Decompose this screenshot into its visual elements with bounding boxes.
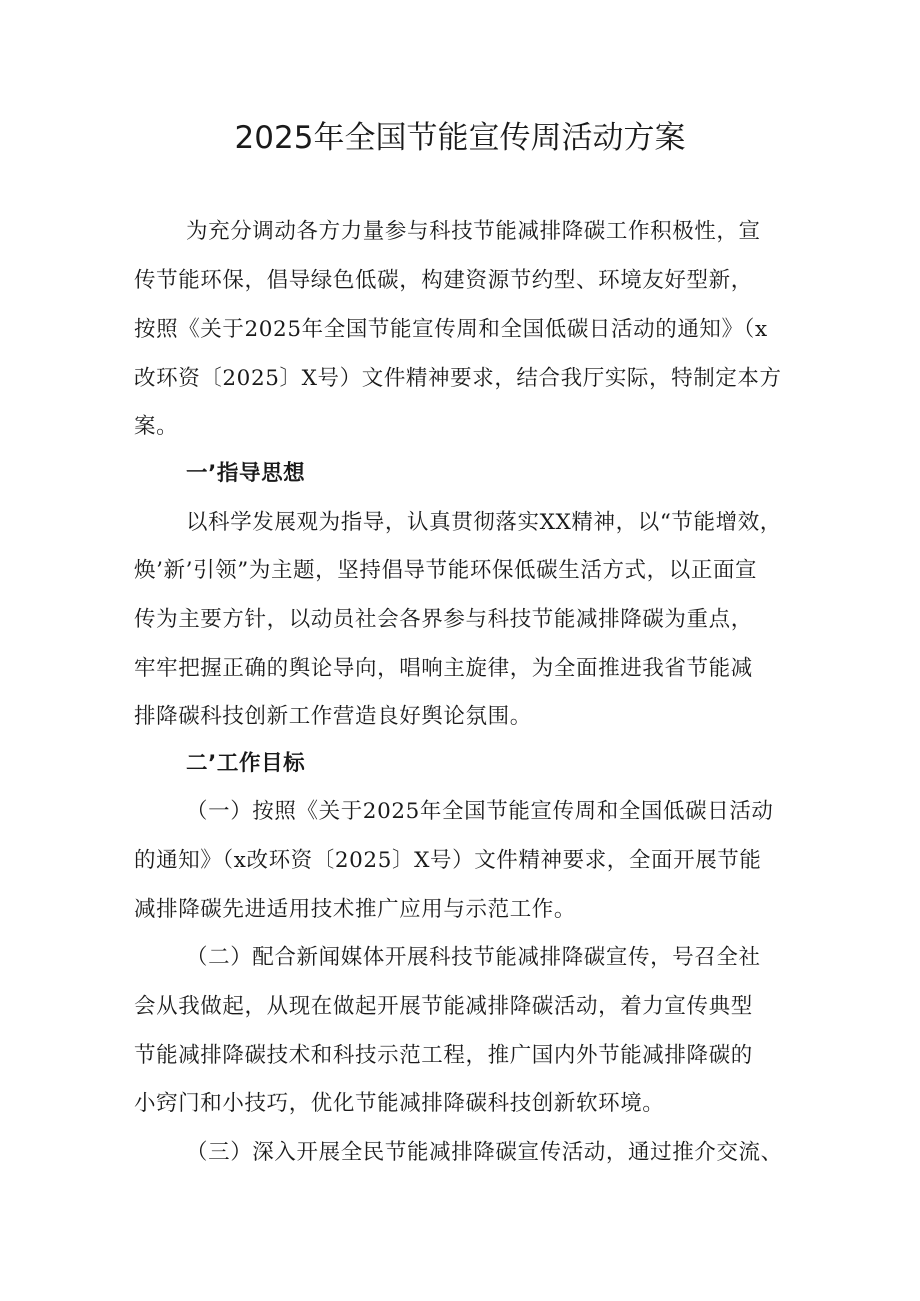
intro-line: 传节能环保，倡导绿色低碳，构建资源节约型、环境友好型新，: [134, 268, 753, 293]
section1-line: 以科学发展观为指导，认真贯彻落实XX精神，以“节能增效，: [186, 510, 782, 535]
intro-line: 为充分调动各方力量参与科技节能减排降碳工作积极性，宣: [186, 219, 761, 244]
section1-line: 牢牢把握正确的舆论导向，唱响主旋律，为全面推进我省节能减: [134, 656, 753, 681]
goal-item-2-line: 小窍门和小技巧，优化节能减排降碳科技创新软环境。: [134, 1091, 665, 1116]
goal-item-1-line: 减排降碳先进适用技术推广应用与示范工作。: [134, 897, 577, 922]
intro-line: 改环资〔2025〕X号）文件精神要求，结合我厅实际，特制定本方: [134, 366, 782, 391]
section1-line: 焕’新’引领”为主题，坚持倡导节能环保低碳生活方式，以正面宣: [134, 558, 758, 583]
document-title: 2025年全国节能宣传周活动方案: [234, 120, 686, 156]
goal-item-2-line: （二）配合新闻媒体开展科技节能减排降碳宣传，号召全社: [186, 945, 761, 970]
goal-item-1-line: （一）按照《关于2025年全国节能宣传周和全国低碳日活动: [186, 799, 774, 824]
intro-line: 按照《关于2025年全国节能宣传周和全国低碳日活动的通知》（x: [134, 317, 768, 342]
section1-line: 排降碳科技创新工作营造良好舆论氛围。: [134, 704, 532, 729]
goal-item-3-line: （三）深入开展全民节能减排降碳宣传活动，通过推介交流、: [186, 1140, 783, 1165]
goal-item-1-line: 的通知》（x改环资〔2025〕X号）文件精神要求，全面开展节能: [134, 848, 762, 873]
section-heading-work-goals: 二’工作目标: [186, 751, 306, 776]
goal-item-2-line: 节能减排降碳技术和科技示范工程，推广国内外节能减排降碳的: [134, 1043, 753, 1068]
goal-item-2-line: 会从我做起，从现在做起开展节能减排降碳活动，着力宣传典型: [134, 994, 753, 1019]
intro-line: 案。: [134, 414, 179, 439]
section-heading-guiding-thought: 一’指导思想: [186, 461, 306, 486]
section1-line: 传为主要方针，以动员社会各界参与科技节能减排降碳为重点，: [134, 607, 753, 632]
